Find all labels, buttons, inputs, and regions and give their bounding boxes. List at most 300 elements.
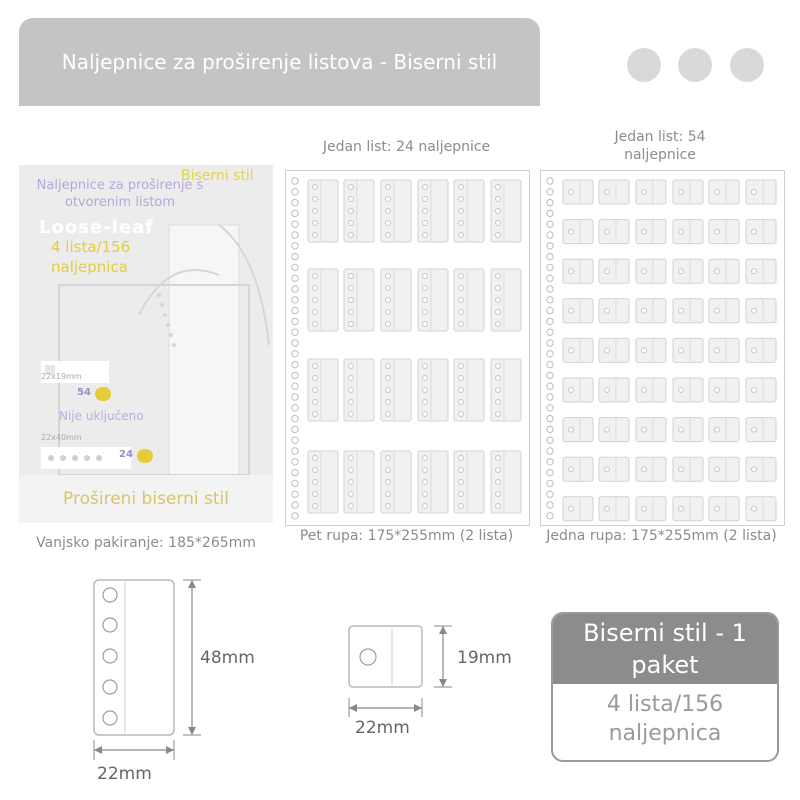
sticker-hole: [679, 308, 684, 313]
sticker-hole: [752, 229, 757, 234]
sticker-hole: [459, 388, 464, 393]
sticker-hole: [496, 310, 501, 315]
sticker-hole: [605, 308, 610, 313]
small-sticker: [709, 497, 739, 521]
sticker-hole: [679, 269, 684, 274]
sticker-hole: [349, 286, 354, 291]
package-loose-leaf: Loose-leaf: [39, 217, 154, 238]
binder-hole: [547, 383, 553, 389]
sticker-hole: [349, 298, 354, 303]
sticker-hole: [605, 190, 610, 195]
binder-hole: [547, 189, 553, 195]
small-sticker: [709, 220, 739, 244]
sticker-hole: [313, 298, 318, 303]
sticker-hole: [386, 492, 391, 497]
binder-hole: [292, 307, 298, 313]
sticker-hole: [313, 492, 318, 497]
package-not-included: Nije uključeno: [59, 409, 144, 423]
sticker-hole: [752, 190, 757, 195]
sticker-hole: [313, 504, 318, 509]
small-sticker: [636, 180, 666, 204]
small-sticker: [746, 299, 776, 323]
sticker-hole: [496, 480, 501, 485]
small-sticker: [673, 457, 703, 481]
package-bottom-label: Prošireni biserni stil: [19, 475, 273, 523]
sticker-hole: [313, 322, 318, 327]
sticker-hole: [496, 185, 501, 190]
sticker-hole: [313, 310, 318, 315]
package-size-large: 22x40mm: [41, 433, 82, 442]
binder-hole: [547, 329, 553, 335]
binder-hole: [547, 459, 553, 465]
binder-hole: [292, 459, 298, 465]
binder-hole: [292, 513, 298, 519]
sticker-hole: [386, 364, 391, 369]
small-sticker: [709, 378, 739, 402]
small-height-label: 19mm: [457, 648, 512, 668]
sticker-hole: [386, 322, 391, 327]
sticker-hole: [679, 190, 684, 195]
small-sticker: [563, 457, 593, 481]
sticker-hole: [423, 504, 428, 509]
sticker-hole: [642, 427, 647, 432]
binder-hole: [292, 480, 298, 486]
sticker-hole: [423, 322, 428, 327]
sticker-hole: [313, 197, 318, 202]
binder-hole: [547, 286, 553, 292]
sticker-hole: [715, 427, 720, 432]
binder-hole: [292, 210, 298, 216]
sticker-hole: [459, 456, 464, 461]
sticker-hole: [459, 209, 464, 214]
sticker-hole: [423, 364, 428, 369]
binder-hole: [292, 502, 298, 508]
sheet-one-hole-drawing: [541, 171, 784, 525]
small-sticker: [563, 338, 593, 362]
small-sticker: [563, 497, 593, 521]
binder-hole: [547, 469, 553, 475]
sticker-hole: [386, 233, 391, 238]
sticker-hole: [349, 480, 354, 485]
sticker-hole: [569, 388, 574, 393]
small-sticker: [746, 497, 776, 521]
sticker-hole: [313, 221, 318, 226]
badge-icon: [137, 449, 153, 463]
sticker-hole: [423, 233, 428, 238]
sticker-hole: [569, 308, 574, 313]
page-title-banner: [19, 18, 540, 106]
sticker-hole: [423, 298, 428, 303]
sheet-five-hole: [285, 170, 530, 526]
sticker-hole: [349, 456, 354, 461]
sticker-hole: [386, 310, 391, 315]
sticker-hole: [386, 209, 391, 214]
sticker-hole: [715, 269, 720, 274]
kit-title: Biserni stil - 1 paket: [583, 619, 747, 679]
sticker-hole: [313, 468, 318, 473]
small-sticker: [746, 180, 776, 204]
sticker-hole: [313, 233, 318, 238]
package-count-small: 54: [77, 387, 91, 398]
sticker-hole: [313, 274, 318, 279]
sticker-hole: [386, 185, 391, 190]
sticker-hole: [459, 468, 464, 473]
sticker-hole: [313, 456, 318, 461]
binder-hole: [547, 221, 553, 227]
sticker-hole: [459, 274, 464, 279]
binder-hole: [292, 394, 298, 400]
sticker-hole: [423, 221, 428, 226]
small-sticker-diagram: [340, 618, 460, 718]
small-sticker: [673, 299, 703, 323]
sticker-hole: [459, 322, 464, 327]
binder-hole: [547, 502, 553, 508]
sticker-hole: [569, 190, 574, 195]
sticker-hole: [459, 310, 464, 315]
binder-hole: [292, 383, 298, 389]
sticker-hole: [752, 348, 757, 353]
sticker-hole: [386, 197, 391, 202]
sticker-hole: [349, 492, 354, 497]
small-sticker: [563, 299, 593, 323]
small-sticker: [746, 418, 776, 442]
binder-hole: [292, 405, 298, 411]
binder-hole: [292, 199, 298, 205]
sticker-hole: [423, 412, 428, 417]
sticker-hole: [423, 468, 428, 473]
sticker-hole: [642, 229, 647, 234]
sticker-hole: [605, 229, 610, 234]
sticker-hole: [386, 468, 391, 473]
sticker-hole: [605, 506, 610, 511]
sticker-hole: [569, 229, 574, 234]
binder-hole: [292, 372, 298, 378]
sticker-hole: [496, 364, 501, 369]
small-sticker: [599, 220, 629, 244]
sticker-hole: [752, 467, 757, 472]
binder-hole: [292, 437, 298, 443]
small-sticker: [563, 220, 593, 244]
binder-hole: [292, 469, 298, 475]
sheet-five-hole-label: Jedan list: 24 naljepnice: [322, 139, 491, 155]
sticker-hole: [423, 197, 428, 202]
binder-hole: [292, 264, 298, 270]
decorative-dot: [730, 48, 764, 82]
binder-hole: [292, 318, 298, 324]
binder-hole: [292, 253, 298, 259]
sticker-hole: [349, 274, 354, 279]
sticker-hole: [496, 197, 501, 202]
small-sticker: [636, 259, 666, 283]
small-sticker: [746, 457, 776, 481]
small-sticker: [636, 378, 666, 402]
sticker-hole: [349, 412, 354, 417]
small-sticker: [599, 338, 629, 362]
small-sticker: [709, 180, 739, 204]
sticker-hole: [496, 286, 501, 291]
sticker-hole: [459, 221, 464, 226]
sticker-hole: [386, 456, 391, 461]
small-sticker: [636, 338, 666, 362]
sheet-one-hole: [540, 170, 785, 526]
sticker-hole: [459, 233, 464, 238]
sticker-hole: [386, 274, 391, 279]
page-title: Naljepnice za proširenje listova - Biserni stil: [61, 49, 498, 74]
sticker-hole: [313, 388, 318, 393]
small-sticker: [599, 457, 629, 481]
binder-hole: [547, 243, 553, 249]
small-sticker: [636, 457, 666, 481]
sticker-hole: [349, 364, 354, 369]
sticker-hole: [386, 412, 391, 417]
sticker-hole: [642, 190, 647, 195]
small-sticker: [746, 338, 776, 362]
sticker-hole: [496, 209, 501, 214]
sticker-hole: [349, 185, 354, 190]
binder-hole: [547, 253, 553, 259]
small-sticker: [673, 180, 703, 204]
sticker-hole: [423, 209, 428, 214]
sticker-hole: [349, 400, 354, 405]
small-sticker: [673, 378, 703, 402]
binder-hole: [292, 329, 298, 335]
sticker-hole: [349, 209, 354, 214]
binder-hole: [547, 232, 553, 238]
sticker-hole: [313, 364, 318, 369]
sticker-hole: [752, 427, 757, 432]
binder-hole: [292, 243, 298, 249]
sticker-hole: [349, 468, 354, 473]
small-sticker: [673, 338, 703, 362]
sticker-hole: [679, 427, 684, 432]
sticker-hole: [752, 506, 757, 511]
binder-hole: [292, 351, 298, 357]
binder-hole: [547, 513, 553, 519]
sticker-hole: [642, 308, 647, 313]
sticker-hole: [642, 467, 647, 472]
binder-hole: [292, 448, 298, 454]
binder-hole: [547, 415, 553, 421]
small-sticker: [709, 299, 739, 323]
sticker-hole: [459, 298, 464, 303]
package-title: Naljepnice za proširenje s otvorenim listom: [36, 178, 204, 210]
sticker-hole: [496, 492, 501, 497]
decorative-dot: [627, 48, 661, 82]
binder-hole: [547, 297, 553, 303]
binder-hole: [547, 199, 553, 205]
sticker-hole: [423, 480, 428, 485]
sticker-hole: [386, 480, 391, 485]
sticker-hole: [386, 388, 391, 393]
sticker-hole: [496, 221, 501, 226]
sticker-hole: [349, 310, 354, 315]
binder-hole: [292, 178, 298, 184]
sticker-hole: [313, 376, 318, 381]
binder-hole: [547, 264, 553, 270]
sticker-hole: [496, 412, 501, 417]
sticker-hole: [423, 286, 428, 291]
sticker-hole: [496, 298, 501, 303]
sticker-hole: [386, 400, 391, 405]
sticker-hole: [715, 388, 720, 393]
binder-hole: [547, 394, 553, 400]
small-sticker: [563, 259, 593, 283]
sticker-hole: [313, 209, 318, 214]
sticker-hole: [496, 468, 501, 473]
binder-hole: [292, 415, 298, 421]
small-sticker: [563, 180, 593, 204]
sticker-hole: [642, 506, 647, 511]
sheet-five-hole-drawing: [286, 171, 529, 525]
sticker-hole: [605, 348, 610, 353]
sticker-hole: [605, 388, 610, 393]
small-sticker: [636, 497, 666, 521]
binder-hole: [547, 275, 553, 281]
small-sticker: [599, 259, 629, 283]
sticker-hole: [423, 274, 428, 279]
binder-hole: [547, 491, 553, 497]
binder-hole: [292, 297, 298, 303]
binder-hole: [547, 361, 553, 367]
sticker-hole: [423, 492, 428, 497]
kit-title-bar: [553, 614, 777, 684]
sticker-hole: [459, 400, 464, 405]
sticker-hole: [642, 388, 647, 393]
small-sticker: [746, 220, 776, 244]
sticker-hole: [423, 388, 428, 393]
small-sticker: [563, 378, 593, 402]
sticker-hole: [715, 506, 720, 511]
small-sticker: [673, 497, 703, 521]
small-sticker: [746, 378, 776, 402]
sticker-hole: [423, 400, 428, 405]
sticker-hole: [459, 492, 464, 497]
binder-hole: [292, 221, 298, 227]
small-sticker: [636, 299, 666, 323]
sticker-hole: [423, 456, 428, 461]
sticker-hole: [715, 308, 720, 313]
sheet-one-hole-label: Jedan list: 54 naljepnice: [614, 129, 706, 163]
binder-hole: [292, 340, 298, 346]
sticker-hole: [386, 298, 391, 303]
large-width-label: 22mm: [97, 764, 152, 784]
sticker-hole: [459, 197, 464, 202]
binder-hole: [547, 318, 553, 324]
sticker-hole: [349, 197, 354, 202]
sticker-hole: [349, 388, 354, 393]
binder-hole: [292, 275, 298, 281]
small-sticker: [599, 497, 629, 521]
decorative-dot: [678, 48, 712, 82]
sticker-hole: [679, 388, 684, 393]
sticker-hole: [569, 467, 574, 472]
sticker-hole: [496, 233, 501, 238]
sticker-hole: [569, 427, 574, 432]
sticker-hole: [569, 348, 574, 353]
sticker-hole: [349, 504, 354, 509]
sticker-hole: [423, 376, 428, 381]
sticker-hole: [569, 506, 574, 511]
kit-subtitle: 4 lista/156 naljepnica: [606, 692, 724, 746]
sticker-hole: [605, 467, 610, 472]
sticker-hole: [496, 322, 501, 327]
package-image: [19, 165, 273, 523]
binder-hole: [547, 307, 553, 313]
sheet-five-hole-caption: Pet rupa: 175*255mm (2 lista): [299, 528, 514, 544]
small-sticker: [673, 259, 703, 283]
sticker-hole: [679, 467, 684, 472]
sticker-hole: [496, 274, 501, 279]
sticker-hole: [569, 269, 574, 274]
sticker-hole: [715, 229, 720, 234]
sticker-hole: [496, 400, 501, 405]
small-sticker: [673, 418, 703, 442]
sticker-hole: [715, 467, 720, 472]
binder-hole: [292, 426, 298, 432]
sticker-hole: [386, 376, 391, 381]
sticker-hole: [679, 506, 684, 511]
package-style-label: Biserni stil: [181, 168, 254, 184]
small-sticker: [709, 259, 739, 283]
binder-hole: [547, 340, 553, 346]
sticker-hole: [313, 412, 318, 417]
sticker-hole: [752, 269, 757, 274]
sticker-hole: [752, 388, 757, 393]
large-sticker-diagram: [80, 570, 210, 770]
sticker-hole: [496, 376, 501, 381]
sticker-hole: [459, 286, 464, 291]
binder-hole: [292, 361, 298, 367]
sticker-hole: [459, 185, 464, 190]
sticker-hole: [386, 504, 391, 509]
binder-hole: [547, 426, 553, 432]
sticker-hole: [313, 400, 318, 405]
binder-hole: [547, 480, 553, 486]
binder-hole: [547, 178, 553, 184]
sticker-hole: [642, 269, 647, 274]
binder-hole: [292, 286, 298, 292]
small-sticker: [709, 418, 739, 442]
small-sticker: [599, 378, 629, 402]
sticker-hole: [386, 286, 391, 291]
small-sticker: [599, 418, 629, 442]
sticker-hole: [459, 412, 464, 417]
sticker-hole: [349, 376, 354, 381]
sticker-hole: [679, 229, 684, 234]
sticker-hole: [496, 388, 501, 393]
sticker-hole: [605, 269, 610, 274]
large-height-label: 48mm: [200, 648, 255, 668]
sticker-hole: [423, 310, 428, 315]
sticker-hole: [459, 364, 464, 369]
sticker-hole: [496, 456, 501, 461]
package-caption: Vanjsko pakiranje: 185*265mm: [36, 535, 256, 551]
small-sticker: [709, 457, 739, 481]
sticker-hole: [313, 480, 318, 485]
small-sticker: [563, 418, 593, 442]
small-sticker: [673, 220, 703, 244]
sticker-hole: [349, 233, 354, 238]
sticker-hole: [679, 348, 684, 353]
sticker-hole: [715, 348, 720, 353]
package-quantity: 4 lista/156 naljepnica: [51, 238, 131, 276]
sticker-hole: [605, 427, 610, 432]
binder-hole: [547, 437, 553, 443]
binder-hole: [547, 210, 553, 216]
sticker-hole: [459, 480, 464, 485]
sticker-hole: [313, 286, 318, 291]
binder-hole: [292, 232, 298, 238]
